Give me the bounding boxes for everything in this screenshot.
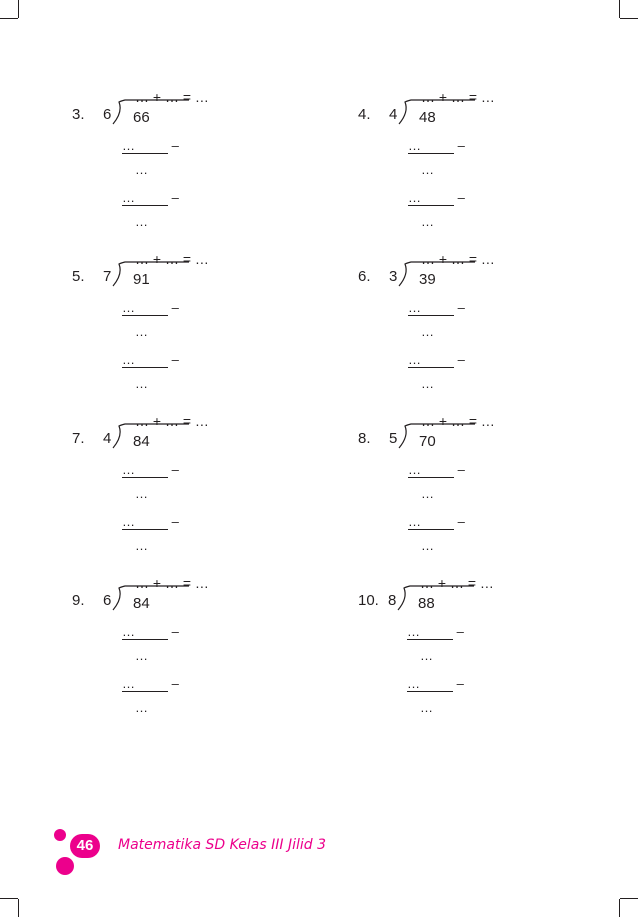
division-problem-9 — [72, 574, 292, 724]
remainder-1: … — [135, 648, 148, 663]
subtraction-line-2: … – — [407, 676, 464, 691]
decorative-dot-large — [56, 857, 74, 875]
subtraction-line-1: … – — [408, 300, 465, 315]
subtraction-line-2: … – — [408, 352, 465, 367]
remainder-1: … — [421, 486, 434, 501]
divisor: 7 — [103, 268, 112, 285]
divisor: 3 — [389, 268, 398, 285]
problem-number: 6. — [358, 268, 371, 285]
division-problem-8 — [358, 412, 578, 562]
dividend: 91 — [133, 271, 150, 288]
problem-number: 4. — [358, 106, 371, 123]
crop-mark-top-right-h — [620, 18, 638, 19]
problem-number: 10. — [358, 592, 379, 609]
remainder-2: … — [421, 376, 434, 391]
remainder-2: … — [421, 538, 434, 553]
remainder-1: … — [421, 162, 434, 177]
dividend: 66 — [133, 109, 150, 126]
division-problem-5 — [72, 250, 292, 400]
book-title: Matematika SD Kelas III Jilid 3 — [118, 837, 326, 853]
decorative-dot-small — [54, 829, 66, 841]
subtraction-line-1: … – — [122, 138, 179, 153]
remainder-2: … — [135, 700, 148, 715]
dividend: 70 — [419, 433, 436, 450]
remainder-2: … — [420, 700, 433, 715]
crop-mark-top-right-v — [619, 0, 620, 18]
problem-number: 9. — [72, 592, 85, 609]
division-problem-6 — [358, 250, 578, 400]
remainder-1: … — [135, 162, 148, 177]
remainder-1: … — [420, 648, 433, 663]
remainder-1: … — [135, 486, 148, 501]
crop-mark-top-left-v — [18, 0, 19, 18]
quotient-blank: … + … = … — [421, 251, 495, 267]
division-problem-10 — [358, 574, 578, 724]
remainder-2: … — [421, 214, 434, 229]
division-problem-7 — [72, 412, 292, 562]
crop-mark-top-left-h — [0, 18, 18, 19]
remainder-2: … — [135, 376, 148, 391]
dividend: 84 — [133, 433, 150, 450]
divisor: 6 — [103, 592, 112, 609]
dividend: 39 — [419, 271, 436, 288]
quotient-blank: … + … = … — [135, 575, 209, 591]
subtraction-line-1: … – — [122, 624, 179, 639]
quotient-blank: … + … = … — [420, 575, 494, 591]
crop-mark-bottom-right-h — [620, 898, 638, 899]
division-problem-3 — [72, 88, 292, 238]
quotient-blank: … + … = … — [135, 413, 209, 429]
subtraction-line-1: … – — [407, 624, 464, 639]
subtraction-line-2: … – — [122, 352, 179, 367]
subtraction-line-2: … – — [408, 190, 465, 205]
divisor: 4 — [103, 430, 112, 447]
subtraction-line-1: … – — [408, 462, 465, 477]
subtraction-line-2: … – — [122, 190, 179, 205]
subtraction-line-2: … – — [408, 514, 465, 529]
dividend: 84 — [133, 595, 150, 612]
crop-mark-bottom-left-h — [0, 898, 18, 899]
remainder-2: … — [135, 538, 148, 553]
divisor: 4 — [389, 106, 398, 123]
subtraction-line-1: … – — [408, 138, 465, 153]
problem-number: 8. — [358, 430, 371, 447]
quotient-blank: … + … = … — [421, 89, 495, 105]
subtraction-line-2: … – — [122, 676, 179, 691]
subtraction-line-1: … – — [122, 462, 179, 477]
crop-mark-bottom-right-v — [619, 899, 620, 917]
crop-mark-bottom-left-v — [18, 899, 19, 917]
division-problem-4 — [358, 88, 578, 238]
remainder-1: … — [421, 324, 434, 339]
quotient-blank: … + … = … — [421, 413, 495, 429]
problem-number: 7. — [72, 430, 85, 447]
problem-number: 5. — [72, 268, 85, 285]
divisor: 5 — [389, 430, 398, 447]
dividend: 48 — [419, 109, 436, 126]
quotient-blank: … + … = … — [135, 251, 209, 267]
divisor: 6 — [103, 106, 112, 123]
subtraction-line-1: … – — [122, 300, 179, 315]
page-number: 46 — [70, 834, 100, 858]
problem-number: 3. — [72, 106, 85, 123]
subtraction-line-2: … – — [122, 514, 179, 529]
divisor: 8 — [388, 592, 397, 609]
dividend: 88 — [418, 595, 435, 612]
quotient-blank: … + … = … — [135, 89, 209, 105]
remainder-1: … — [135, 324, 148, 339]
remainder-2: … — [135, 214, 148, 229]
